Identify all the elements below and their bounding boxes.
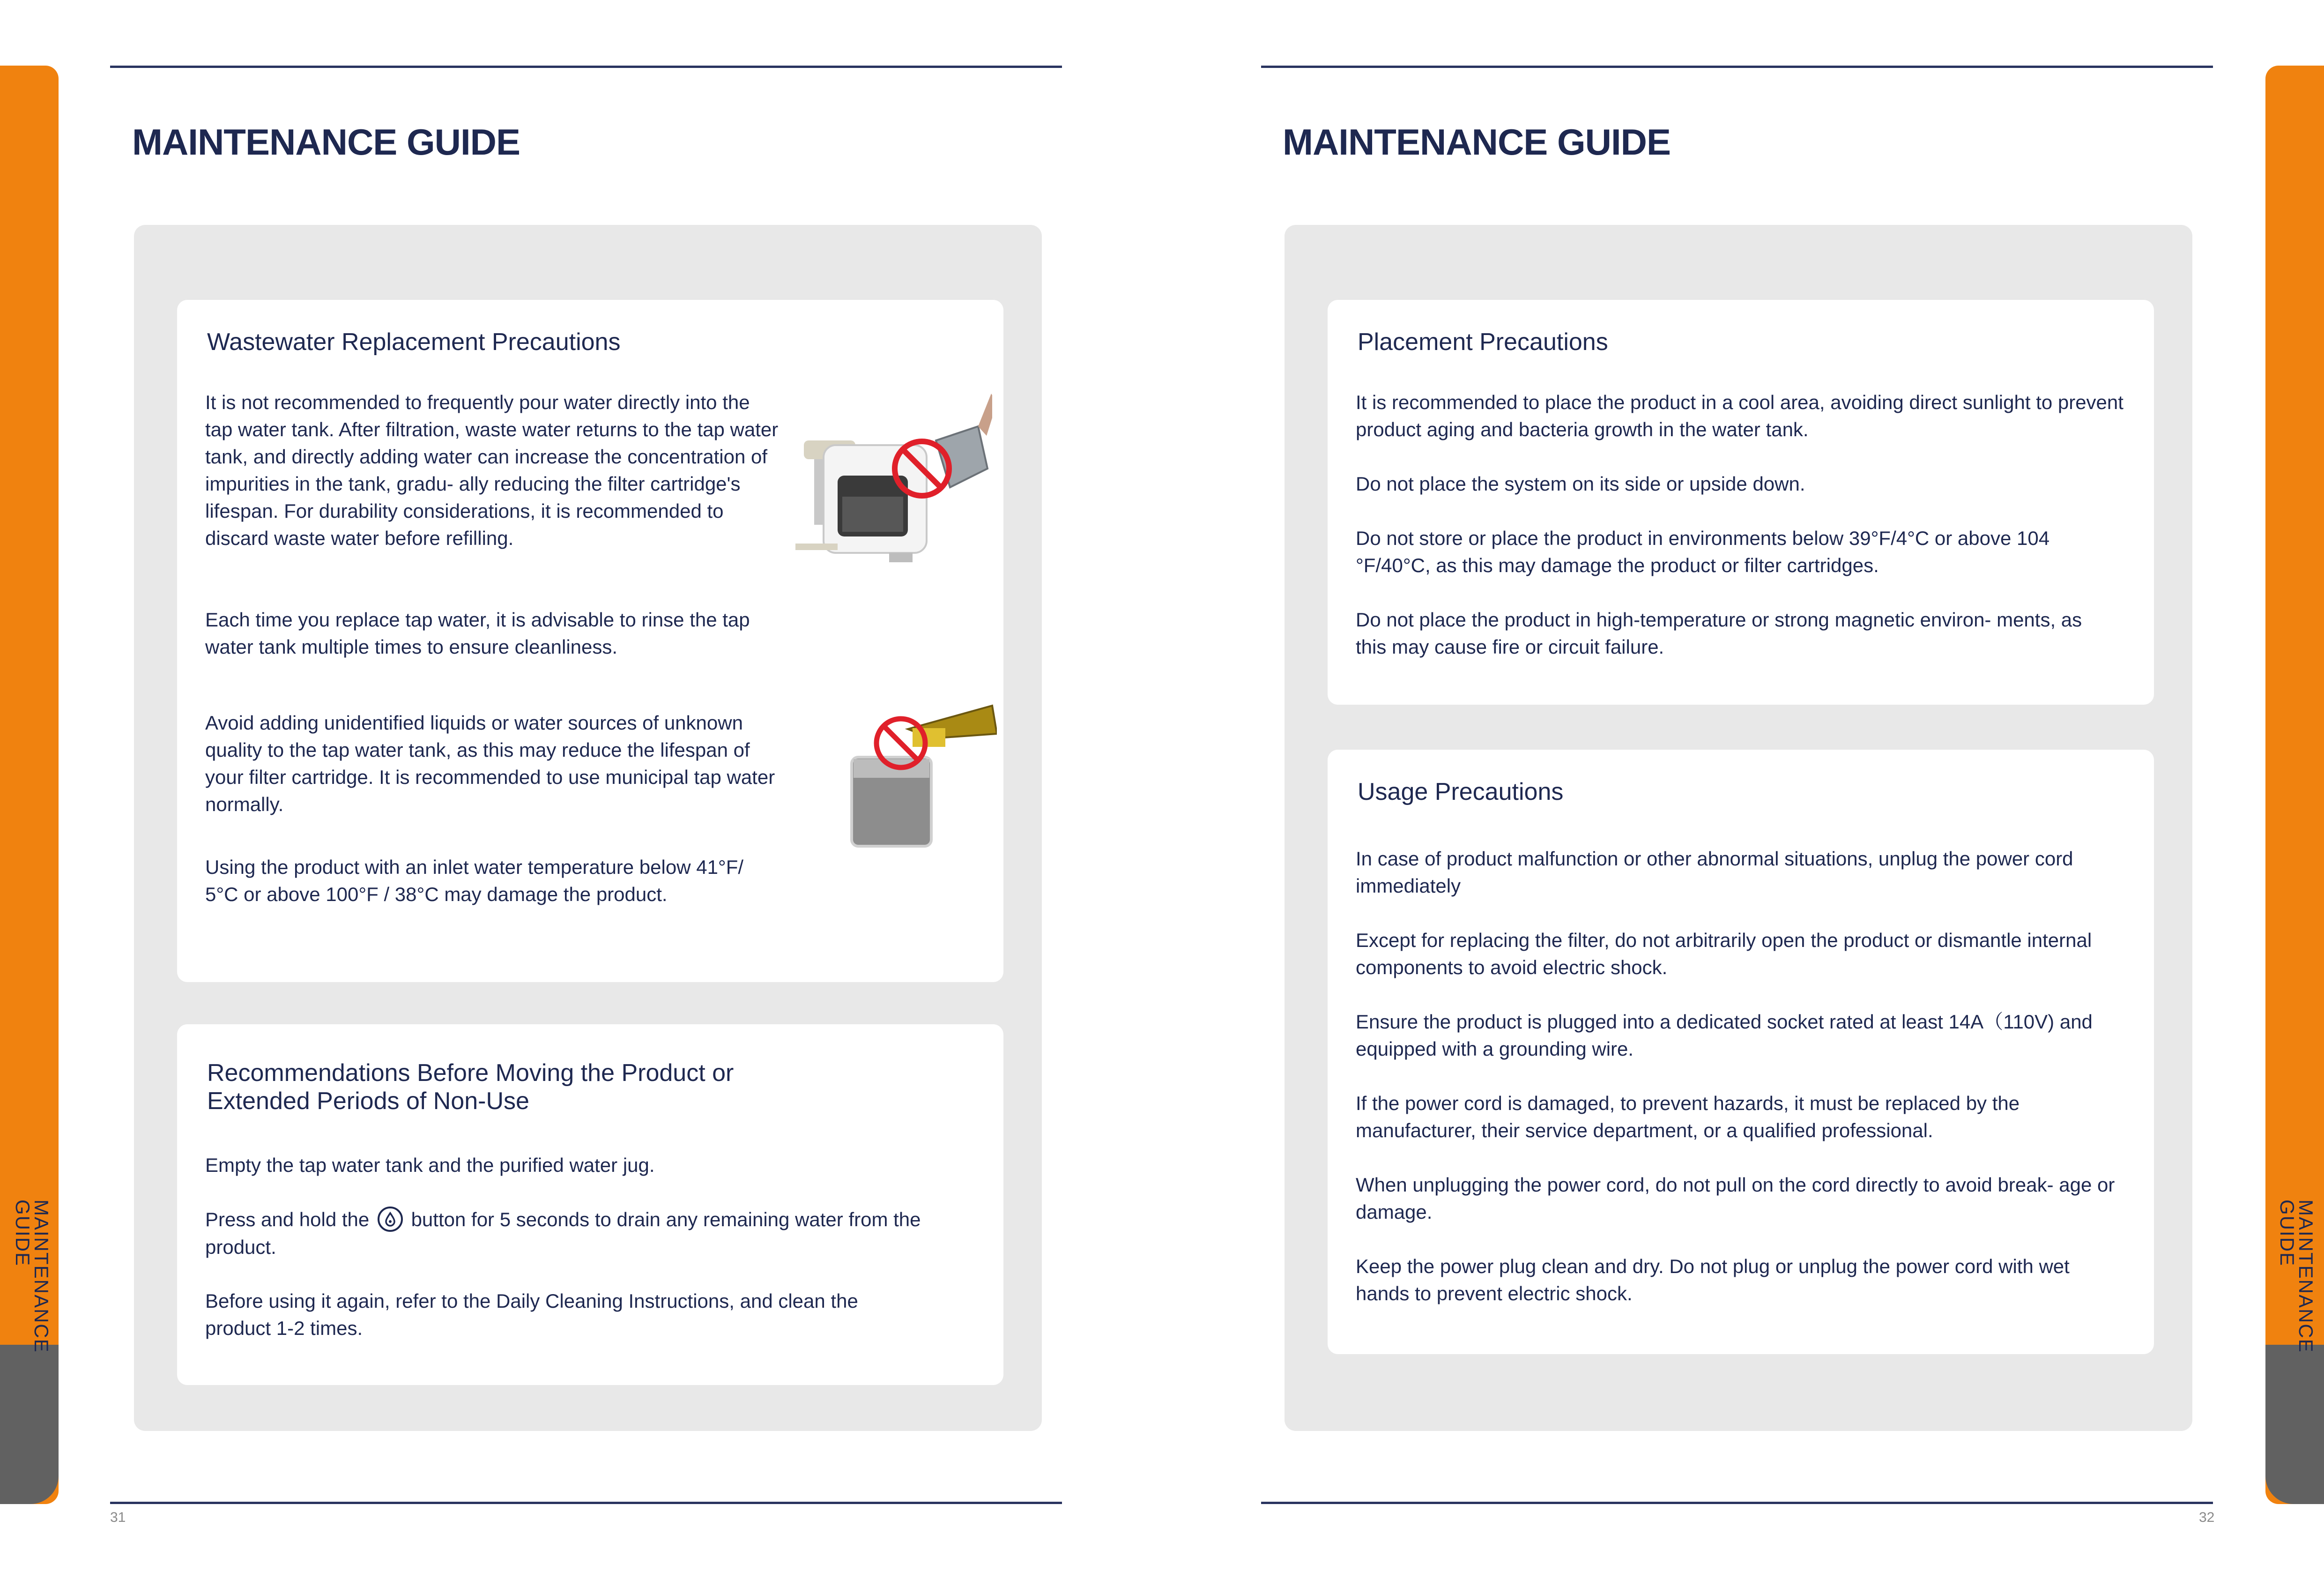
- right-side-label: MAINTENANCE GUIDE: [2276, 1199, 2317, 1353]
- placement-paragraph-3: Do not store or place the product in environments below 39°F/4°C or above 104 °F/40°C, as this may damage the product or filter cartridges.: [1356, 527, 2050, 576]
- right-top-rule: [1261, 66, 2213, 68]
- left-page-title: MAINTENANCE GUIDE: [132, 121, 520, 163]
- right-page-title: MAINTENANCE GUIDE: [1283, 121, 1671, 163]
- placement-paragraph-2: Do not place the system on its side or upside down.: [1356, 473, 1805, 495]
- right-bottom-rule: [1261, 1502, 2213, 1504]
- usage-card-title: Usage Precautions: [1358, 778, 1564, 805]
- wastewater-paragraph-1: It is not recommended to frequently pour water directly into the tap water tank. After filtration, waste water returns to the tap water tank, and directly adding water can increase the concentration of impurities in the tank, gradu- ally reducing the filter cartridge's lifespan. For durability considerations, it is recommended to discard waste water before refilling.: [205, 391, 779, 549]
- moving-card: [177, 1024, 1003, 1385]
- moving-paragraph-1: Empty the tap water tank and the purified water jug.: [205, 1154, 655, 1176]
- usage-paragraph-3: Ensure the product is plugged into a dedicated socket rated at least 14A（110V) and equipped with a grounding wire.: [1356, 1011, 2093, 1060]
- drain-water-drop-icon: [378, 1207, 403, 1232]
- usage-card: [1328, 750, 2154, 1354]
- left-top-rule: [110, 66, 1062, 68]
- moving-paragraph-2-start: Press and hold the: [205, 1208, 370, 1230]
- left-side-label: MAINTENANCE GUIDE: [12, 1199, 52, 1353]
- wastewater-paragraph-4: Using the product with an inlet water temperature below 41°F/ 5°C or above 100°F / 38°C may damage the product.: [205, 856, 744, 905]
- left-page-number: 31: [110, 1510, 126, 1525]
- placement-card-title: Placement Precautions: [1358, 328, 1608, 356]
- wastewater-card-title: Wastewater Replacement Precautions: [207, 328, 621, 356]
- moving-paragraph-2: [205, 1206, 973, 1261]
- left-bottom-rule: [110, 1502, 1062, 1504]
- placement-paragraph-4: Do not place the product in high-temperature or strong magnetic environ- ments, as this may cause fire or circuit failure.: [1356, 609, 2082, 658]
- no-unknown-liquids-illustration: [838, 701, 997, 856]
- no-pour-into-tank-illustration: [795, 394, 992, 572]
- wastewater-card: [177, 300, 1003, 982]
- placement-paragraph-1: It is recommended to place the product in a cool area, avoiding direct sunlight to prevent product aging and bacteria growth in the water tank.: [1356, 391, 2124, 440]
- placement-card: [1328, 300, 2154, 705]
- moving-card-title: Recommendations Before Moving the Product or Extended Periods of Non-Use: [207, 1059, 734, 1115]
- moving-paragraph-3: Before using it again, refer to the Daily Cleaning Instructions, and clean the product 1-2 times.: [205, 1290, 858, 1339]
- right-side-tab-bottom: [2265, 1345, 2324, 1504]
- usage-paragraph-5: When unplugging the power cord, do not pull on the cord directly to avoid break- age or damage.: [1356, 1174, 2115, 1223]
- moving-paragraph-2-end: button for 5 seconds to drain any remaining water from the product.: [205, 1208, 921, 1258]
- wastewater-paragraph-2: Each time you replace tap water, it is advisable to rinse the tap water tank multiple times to ensure cleanliness.: [205, 609, 750, 658]
- right-page-number: 32: [2199, 1510, 2215, 1525]
- usage-paragraph-6: Keep the power plug clean and dry. Do not plug or unplug the power cord with wet hands to prevent electric shock.: [1356, 1255, 2070, 1304]
- usage-paragraph-2: Except for replacing the filter, do not arbitrarily open the product or dismantle internal components to avoid electric shock.: [1356, 929, 2092, 978]
- left-side-tab-bottom: [0, 1345, 59, 1504]
- usage-paragraph-1: In case of product malfunction or other abnormal situations, unplug the power cord immediately: [1356, 848, 2073, 897]
- wastewater-paragraph-3: Avoid adding unidentified liquids or water sources of unknown quality to the tap water tank, as this may reduce the lifespan of your filter cartridge. It is recommended to use municipal tap water normally.: [205, 712, 775, 815]
- usage-paragraph-4: If the power cord is damaged, to prevent hazards, it must be replaced by the manufacturer, their service department, or a qualified professional.: [1356, 1092, 2020, 1141]
